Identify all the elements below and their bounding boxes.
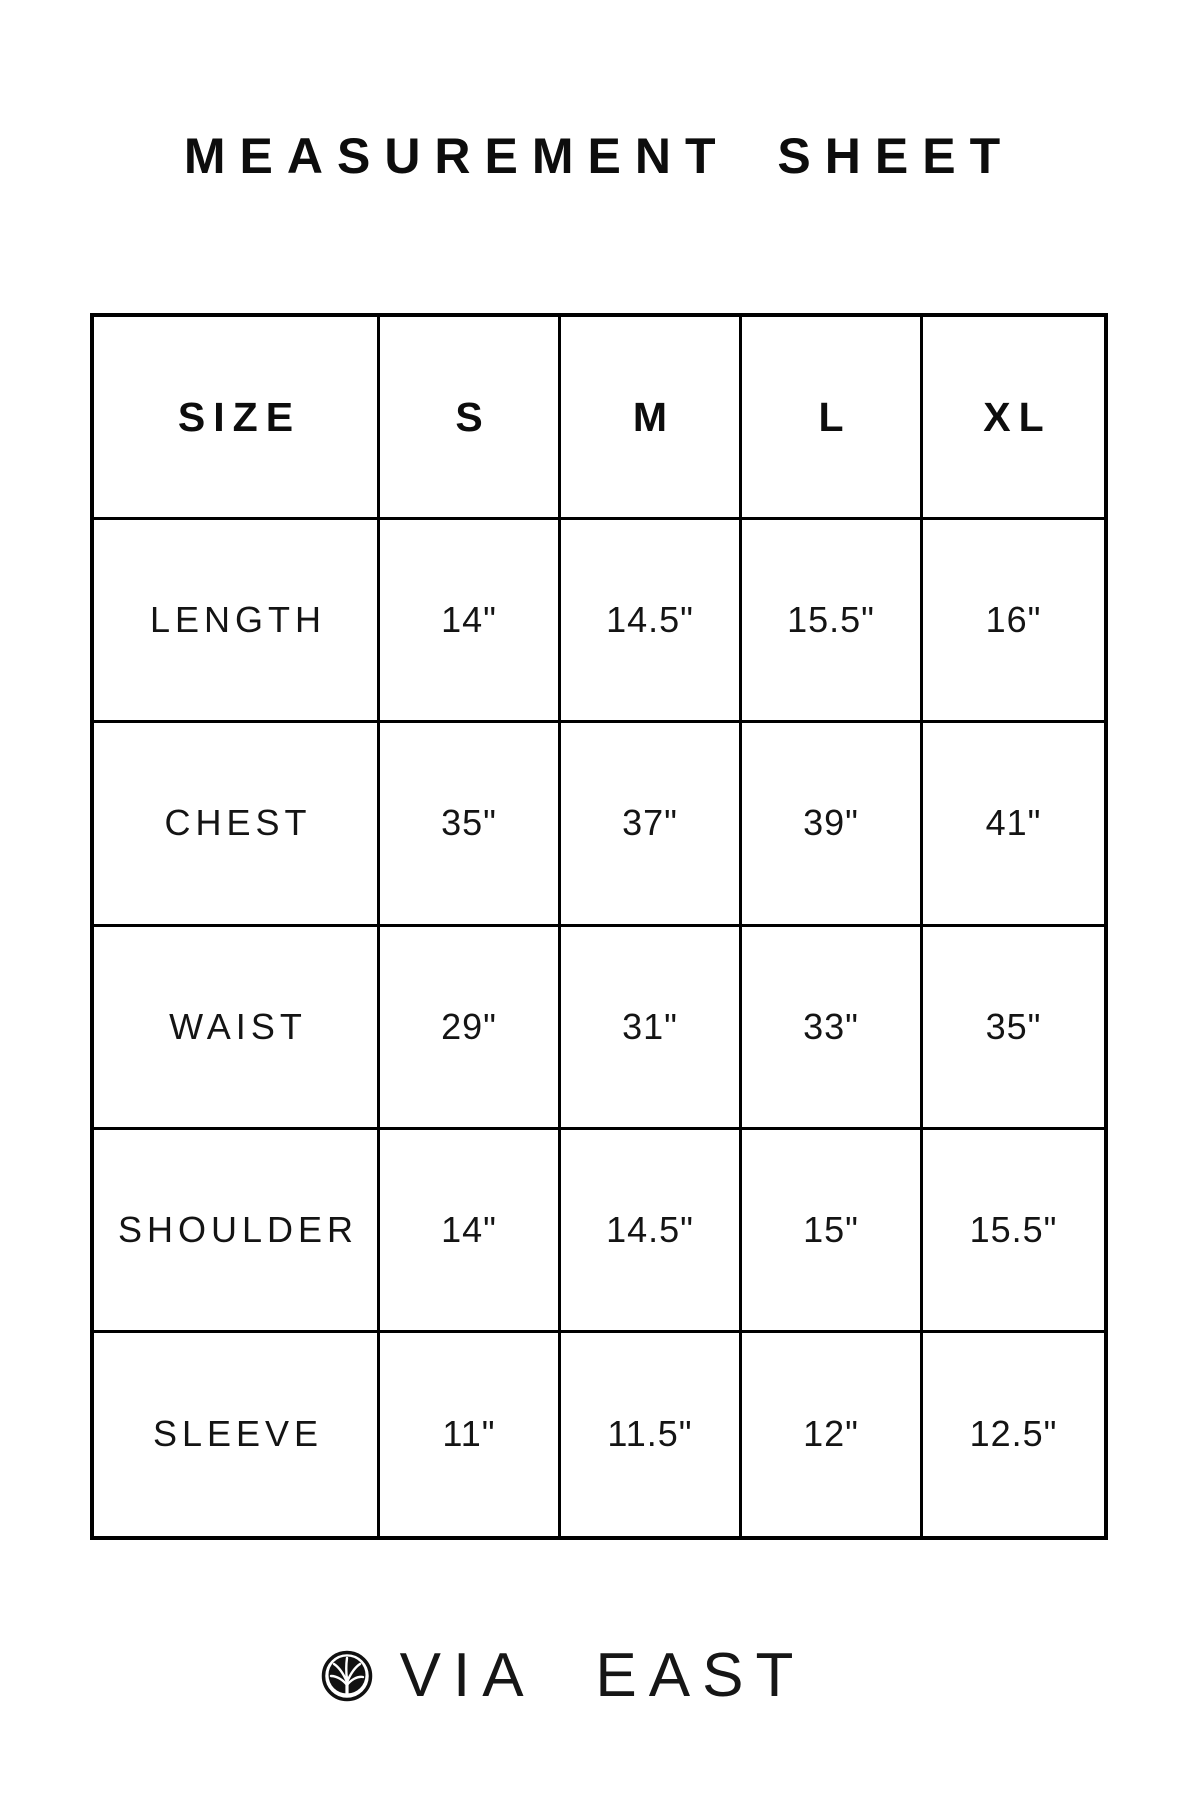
tree-in-circle-icon <box>321 1650 373 1702</box>
size-chart-table <box>90 313 1108 1540</box>
shoulder-xl-value: 15.5" <box>923 1130 1104 1333</box>
shoulder-s-value: 14" <box>380 1130 561 1333</box>
waist-s-value: 29" <box>380 927 561 1130</box>
row-label-sleeve: SLEEVE <box>94 1333 380 1536</box>
row-label-shoulder: SHOULDER <box>94 1130 380 1333</box>
row-label-waist: WAIST <box>94 927 380 1130</box>
brand-name: VIA EAST <box>399 1641 806 1710</box>
row-label-chest: CHEST <box>94 723 380 926</box>
length-xl-value: 16" <box>923 520 1104 723</box>
row-label-length: LENGTH <box>94 520 380 723</box>
header-cell-size: SIZE <box>94 317 380 520</box>
chest-s-value: 35" <box>380 723 561 926</box>
chest-m-value: 37" <box>561 723 742 926</box>
waist-m-value: 31" <box>561 927 742 1130</box>
chest-l-value: 39" <box>742 723 923 926</box>
sleeve-m-value: 11.5" <box>561 1333 742 1536</box>
length-l-value: 15.5" <box>742 520 923 723</box>
header-cell-s: S <box>380 317 561 520</box>
sleeve-s-value: 11" <box>380 1333 561 1536</box>
length-m-value: 14.5" <box>561 520 742 723</box>
waist-xl-value: 35" <box>923 927 1104 1130</box>
sleeve-l-value: 12" <box>742 1333 923 1536</box>
brand-footer <box>0 1641 1200 1710</box>
page-title: MEASUREMENT SHEET <box>183 128 1015 184</box>
header-cell-xl: XL <box>923 317 1104 520</box>
sleeve-xl-value: 12.5" <box>923 1333 1104 1536</box>
header-cell-l: L <box>742 317 923 520</box>
chest-xl-value: 41" <box>923 723 1104 926</box>
shoulder-m-value: 14.5" <box>561 1130 742 1333</box>
waist-l-value: 33" <box>742 927 923 1130</box>
header-cell-m: M <box>561 317 742 520</box>
shoulder-l-value: 15" <box>742 1130 923 1333</box>
length-s-value: 14" <box>380 520 561 723</box>
